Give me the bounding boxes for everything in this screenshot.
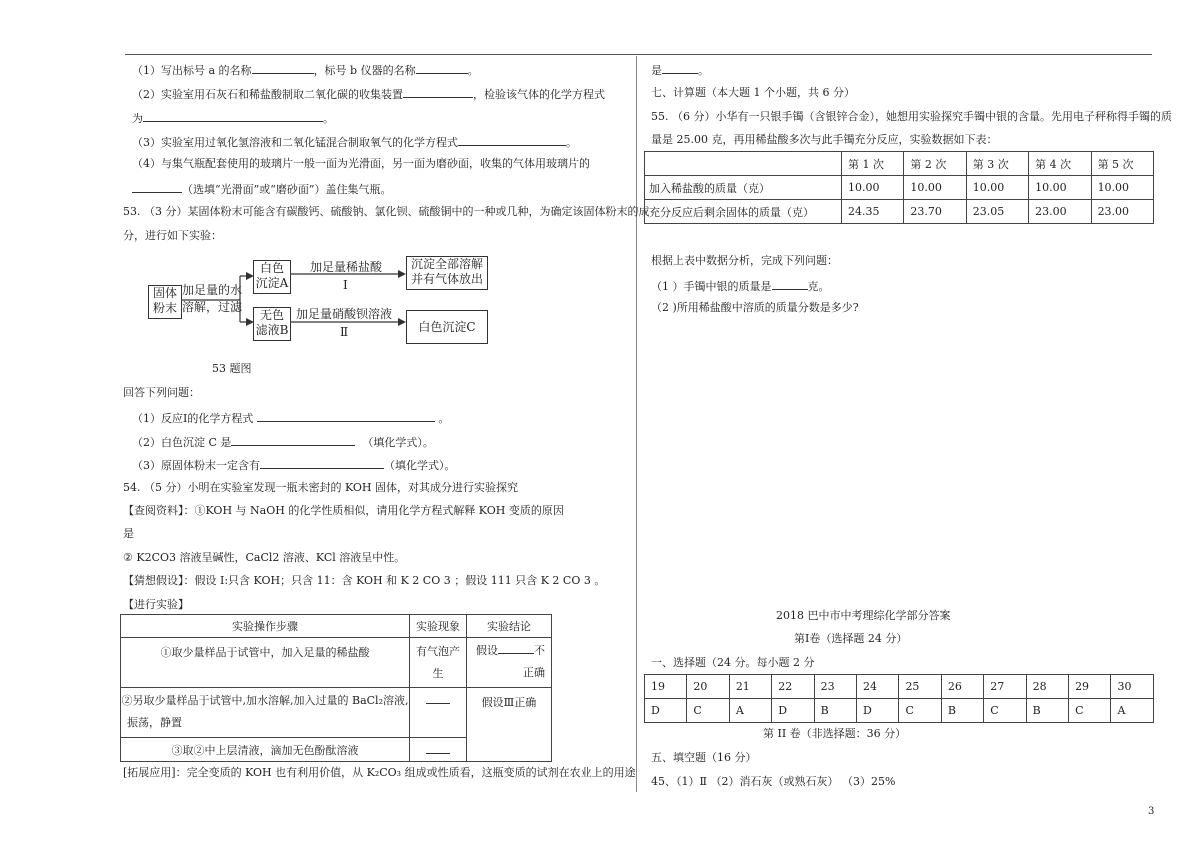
table-cell: [410, 738, 467, 762]
question-number-cell: 26: [941, 675, 983, 699]
q52-line3: [132, 110, 334, 126]
answer-cell: D: [645, 699, 687, 723]
mc-section-title: 一、选择题（24 分。每小题 2 分: [651, 656, 815, 669]
answer-cell: B: [1026, 699, 1068, 723]
question-number-cell: 24: [857, 675, 899, 699]
text: 振荡，静置: [127, 716, 182, 729]
answer-cell: D: [857, 699, 899, 723]
q52-line6: [132, 181, 392, 197]
blank: [403, 86, 473, 98]
header-cell: 第 3 次: [966, 152, 1028, 176]
text: ②另取少量样品于试管中,加水溶解,加入过量的 BaCl₂溶液,: [121, 694, 409, 707]
question-number-row: [645, 675, 1154, 699]
nitrate-step-label: 加足量硝酸钡溶液: [296, 307, 393, 321]
label: 固体 粉末: [152, 286, 177, 315]
question-number-cell: 28: [1026, 675, 1068, 699]
label: 白色 沉淀A: [255, 261, 289, 290]
header-cell: 实验结论: [467, 615, 552, 638]
blank: [252, 62, 314, 74]
text: （选填“光滑面”或“磨砂面”）盖住集气瓶。: [182, 183, 392, 196]
step-i-label: I: [343, 278, 348, 292]
text: 克。: [807, 280, 830, 293]
text: 。: [698, 64, 709, 77]
blank: [143, 110, 323, 122]
q52-line2: [132, 86, 605, 102]
table-cell: 23.70: [904, 200, 966, 224]
bracelet-data-table: [644, 151, 1154, 224]
question-number-cell: 29: [1069, 675, 1111, 699]
table-cell: [467, 638, 552, 688]
white-precipitate-c-box: [406, 310, 488, 344]
q45-answer: 45、（1）Ⅱ （2）消石灰（或熟石灰） （3）25%: [651, 775, 896, 788]
header-cell: 第 4 次: [1029, 152, 1091, 176]
fill-in-section-title: 五、填空题（16 分）: [651, 751, 757, 764]
reference-info-1-cont: 是: [123, 527, 134, 540]
answer-key-title: 2018 巴中市中考理综化学部分答案: [776, 609, 951, 622]
table-cell: 假设Ⅲ正确: [467, 688, 552, 762]
text: （填化学式）。: [384, 459, 456, 472]
blank: [772, 278, 808, 290]
label: 白色沉淀C: [418, 320, 476, 334]
extension-application: [拓展应用]：完全变质的 KOH 也有利用价值，从 K₂CO₃ 组成或性质看，这瓶变质的试剂在农业上的用途: [123, 766, 636, 779]
q55-stem2: 量是 25.00 克，再用稀盐酸多次与此手镯充分反应，实验数据如下表：: [651, 133, 998, 146]
answer-cell: B: [814, 699, 856, 723]
text: （3）实验室用过氧化氢溶液和二氧化锰混合制取氧气的化学方程式: [132, 136, 458, 149]
mc-answer-table: [644, 674, 1154, 723]
table-cell: 10.00: [1029, 176, 1091, 200]
header-cell: [645, 152, 842, 176]
table-cell: [121, 688, 410, 738]
q52-line5: （4）与集气瓶配套使用的玻璃片一般一面为光滑面，另一面为磨砂面，收集的气体用玻璃片的: [132, 157, 590, 170]
volume-1-title: 第Ⅰ卷（选择题 24 分）: [794, 632, 908, 645]
q54-stem: 54. （5 分）小明在实验室发现一瓶未密封的 KOH 固体，对其成分进行实验探究: [123, 481, 519, 494]
table-cell: 23.00: [1091, 200, 1153, 224]
text: 为: [132, 112, 143, 125]
text: （1）写出标号 a 的名称: [132, 64, 252, 77]
answer-cell: C: [984, 699, 1026, 723]
question-number-cell: 19: [645, 675, 687, 699]
blank: [257, 410, 435, 422]
text: 是: [651, 64, 662, 77]
table-cell: 有气泡产 生: [410, 638, 467, 688]
blank: [231, 434, 355, 446]
header-cell: 实验现象: [410, 615, 467, 638]
question-number-cell: 30: [1111, 675, 1154, 699]
question-number-cell: 21: [729, 675, 771, 699]
table-cell: ③取②中上层清液，滴加无色酚酞溶液: [121, 738, 410, 762]
page-number: 3: [1148, 806, 1155, 817]
q53-stem: 53. （3 分）某固体粉末可能含有碳酸钙、硫酸钠、氯化钡、硫酸铜中的一种或几种，为确定该固体粉末的成: [123, 205, 650, 218]
solid-powder-box: [148, 285, 182, 319]
answer-cell: D: [772, 699, 814, 723]
header-cell: 第 1 次: [842, 152, 904, 176]
answer-cell: C: [687, 699, 729, 723]
text: ，检验该气体的化学方程式: [473, 88, 605, 101]
blank: [458, 134, 566, 146]
header-cell: 第 2 次: [904, 152, 966, 176]
water-step-label: 加足量的水 溶解，过滤: [182, 283, 243, 314]
answer-cell: B: [941, 699, 983, 723]
text: 。: [438, 412, 450, 425]
q53-a3: [132, 457, 456, 473]
table-cell: 加入稀盐酸的质量（克）: [645, 176, 842, 200]
text: 。: [323, 112, 334, 125]
header-cell: 实验操作步骤: [121, 615, 410, 638]
answer-cell: A: [729, 699, 771, 723]
white-precipitate-a-box: [253, 260, 291, 294]
experiment-heading: 【进行实验】: [123, 598, 189, 611]
question-number-cell: 22: [772, 675, 814, 699]
table-cell: 10.00: [842, 176, 904, 200]
q55-part2: （2 )所用稀盐酸中溶质的质量分数是多少?: [651, 301, 859, 314]
step-ii-label: Ⅱ: [340, 325, 349, 339]
question-number-cell: 23: [814, 675, 856, 699]
table-cell: 24.35: [842, 200, 904, 224]
text: （1）反应Ⅰ的化学方程式: [132, 412, 254, 425]
volume-2-title: 第 II 卷（非选择题：36 分）: [763, 727, 907, 740]
table-cell: ①取少量样品于试管中，加入足量的稀盐酸: [121, 638, 410, 688]
blank: [426, 692, 450, 704]
blank: [416, 62, 468, 74]
text: 。: [566, 136, 577, 149]
blank: [132, 181, 182, 193]
figure-caption: 53 题图: [212, 362, 252, 375]
answer-intro: 回答下列问题：: [123, 386, 200, 399]
q53-stem2: 分，进行如下实验：: [123, 229, 222, 242]
column-divider: [636, 56, 637, 792]
q52-line1: [132, 62, 479, 78]
question-number-cell: 27: [984, 675, 1026, 699]
text: 。: [467, 64, 479, 77]
blank: [498, 642, 534, 654]
header-rule: [125, 54, 1152, 55]
answer-cell: A: [1111, 699, 1154, 723]
text: （3）原固体粉末一定含有: [132, 459, 260, 472]
reference-info-2: ② K2CO3 溶液呈碱性，CaCl2 溶液、KCl 溶液呈中性。: [123, 551, 406, 564]
text: （2）白色沉淀 C 是: [132, 436, 232, 449]
q53-a2: [132, 434, 434, 450]
answer-row: [645, 699, 1154, 723]
text: （填化学式）。: [362, 436, 434, 449]
reference-info-1: 【查阅资料】：①KOH 与 NaOH 的化学性质相似，请用化学方程式解释 KOH 变质的原因: [123, 504, 564, 517]
label: 无色 滤液B: [255, 308, 289, 337]
question-number-cell: 25: [899, 675, 941, 699]
analysis-intro: 根据上表中数据分析，完成下列问题：: [651, 254, 838, 267]
question-number-cell: 20: [687, 675, 729, 699]
text: ，标号 b 仪器的名称: [313, 64, 416, 77]
text: 假设: [476, 644, 498, 657]
right-top-line: [651, 62, 709, 78]
filtrate-b-box: [253, 307, 291, 341]
table-cell: 充分反应后剩余固体的质量（克）: [645, 200, 842, 224]
text: 不 正确: [523, 644, 545, 679]
q52-line4: [132, 134, 577, 150]
blank: [426, 742, 450, 754]
text: （2）实验室用石灰石和稀盐酸制取二氧化碳的收集装置: [132, 88, 403, 101]
q55-part1: [651, 278, 830, 294]
section-7-title: 七、计算题（本大题 1 个小题，共 6 分）: [651, 86, 855, 99]
table-cell: [410, 688, 467, 738]
hypothesis: 【猜想假设】：假设 I:只含 KOH；只含 11：含 KOH 和 K 2 CO 3 ；假设 111 只含 K 2 CO 3 。: [123, 574, 606, 587]
answer-cell: C: [899, 699, 941, 723]
text: （1 ）手镯中银的质量是: [651, 280, 772, 293]
blank: [260, 457, 384, 469]
blank: [662, 62, 698, 74]
table-cell: 10.00: [904, 176, 966, 200]
label: 沉淀全部溶解 并有气体放出: [410, 257, 483, 286]
q55-stem: 55. （6 分）小华有一只银手镯（含银锌合金），她想用实验探究手镯中银的含量。先用电子秤称得手镯的质: [651, 110, 1172, 123]
table-cell: 10.00: [1091, 176, 1153, 200]
experiment-table: [120, 614, 552, 762]
table-cell: 23.00: [1029, 200, 1091, 224]
table-cell: 10.00: [966, 176, 1028, 200]
header-cell: 第 5 次: [1091, 152, 1153, 176]
q53-a1: [132, 410, 449, 426]
acid-step-label: 加足量稀盐酸: [310, 260, 383, 274]
answer-cell: C: [1069, 699, 1111, 723]
result-i-box: [406, 256, 488, 290]
table-cell: 23.05: [966, 200, 1028, 224]
